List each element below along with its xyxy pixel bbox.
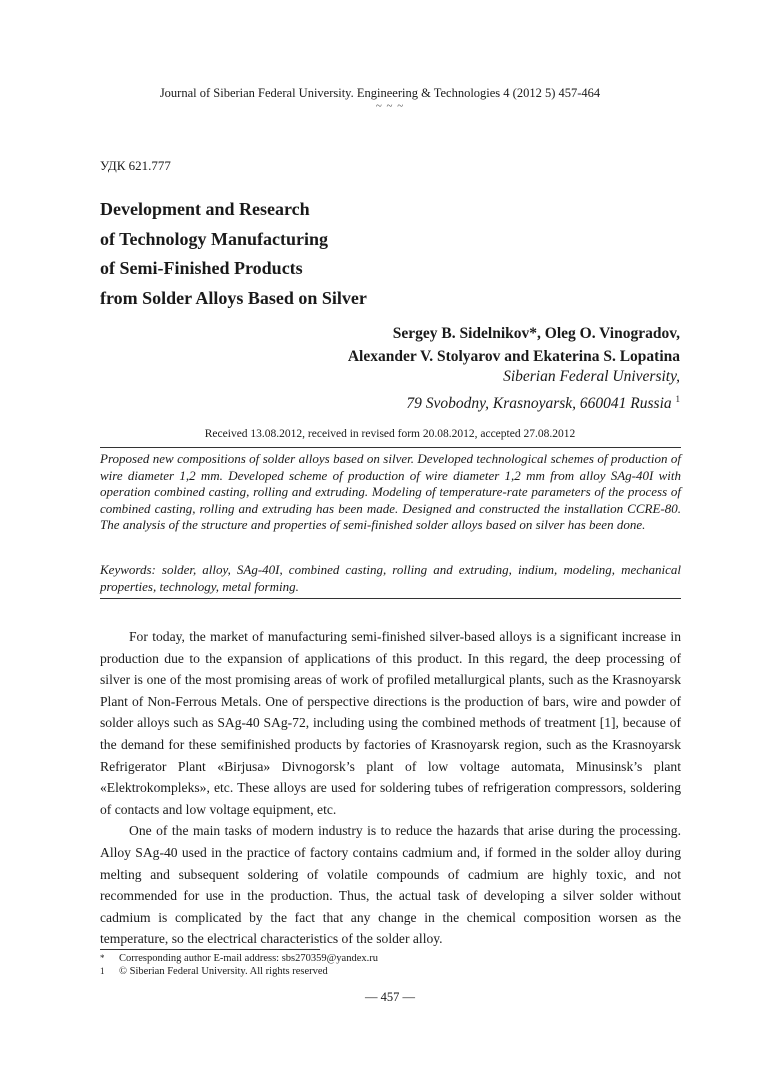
affiliation [200,366,680,415]
affiliation-line: Siberian Federal University, [503,368,680,385]
title-line: of Technology Manufacturing [100,228,329,249]
affiliation-address [200,388,680,415]
abstract-bottom-rule [100,598,681,599]
body-text [100,626,681,950]
abstract: Proposed new compositions of solder alloys based on silver. Developed technological schemes of production of wire diameter 1,2 mm. Developed scheme of production of wire diameter 1,2 mm from alloy SAg-40I with operation combined casting, rolling and extruding. Modeling of temperature-rate parameters of the process of combined casting, rolling and extruding has been made. Designed and constructed the installation CCRE-80. The analysis of the structure and properties of semi-finished solder alloys based on silver has been done. [100,451,681,532]
page-number: — 457 — [365,990,415,1004]
footnote-text: © Siberian Federal University. All rights reserved [119,966,328,977]
footnote-mark: 1 [100,966,105,976]
keywords: Keywords: solder, alloy, SAg-40I, combined casting, rolling and extruding, indium, modeling, mechanical properties, technology, metal forming. [100,562,681,594]
footnote-mark: * [100,953,105,963]
footnote-rule [100,949,320,950]
body-paragraph: For today, the market of manufacturing semi-finished silver-based alloys is a significant increase in production due to the expansion of applications of this product. In this regard, the deep processing of silver is one of the most promising areas of work of profiled metallurgical plants, such as the Krasnoyarsk Plant of Non-Ferrous Metals. One of perspective directions is the production of bars, wire and powder of solder alloys such as SAg-40 SAg-72, including using the combined methods of treatment [1], because of the demand for these semifinished products by factories of Krasnoyarsk region, such as the Krasnoyarsk Refrigerator Plant «Birjusa» Divnogorsk’s plant of low voltage automata, Minusinsk’s plant «Elektrokompleks», etc. These alloys are used for soldering tubes of refrigeration compressors, soldering of contacts and low voltage equipment, etc. [100,629,681,817]
footnote-text: Corresponding author E-mail address: sbs270359@yandex.ru [119,953,378,964]
footnotes [100,952,681,978]
title-line: from Solder Alloys Based on Silver [100,287,367,308]
authors-line: Alexander V. Stolyarov and Ekaterina S. Lopatina [347,348,680,365]
body-paragraph: One of the main tasks of modern industry is to reduce the hazards that arise during the processing. Alloy SAg-40 used in the practice of factory contains cadmium and, if formed in the solder alloy during melting and subsequent soldering of volatile compounds of cadmium are highly toxic, and not recommended for use in the production. Thus, the actual task of developing a silver solder without cadmium is complicated by the fact that any change in the chemical composition worsen as the temperature, so the electrical characteristics of the solder alloy. [100,823,681,947]
received-dates: Received 13.08.2012, received in revised form 20.08.2012, accepted 27.08.2012 [204,428,576,440]
authors-line: Sergey B. Sidelnikov*, Oleg O. Vinogradov, [392,325,680,342]
footnote [100,965,681,978]
affiliation-address-text: 79 Svobodny, Krasnoyarsk, 660041 Russia [406,395,672,413]
udk-code: УДК 621.777 [100,158,171,173]
title-line: Development and Research [100,199,310,219]
header-tilde-separator: ~ ~ ~ [375,100,405,112]
journal-header: Journal of Siberian Federal University. Engineering & Technologies 4 (2012 5) 457-464 [159,86,601,100]
footnote [100,952,681,965]
title-line: of Semi-Finished Products [100,258,303,278]
abstract-top-rule [100,447,681,448]
author-list [200,322,680,368]
affiliation-footnote-mark: 1 [675,394,680,404]
paper-title [100,195,540,313]
